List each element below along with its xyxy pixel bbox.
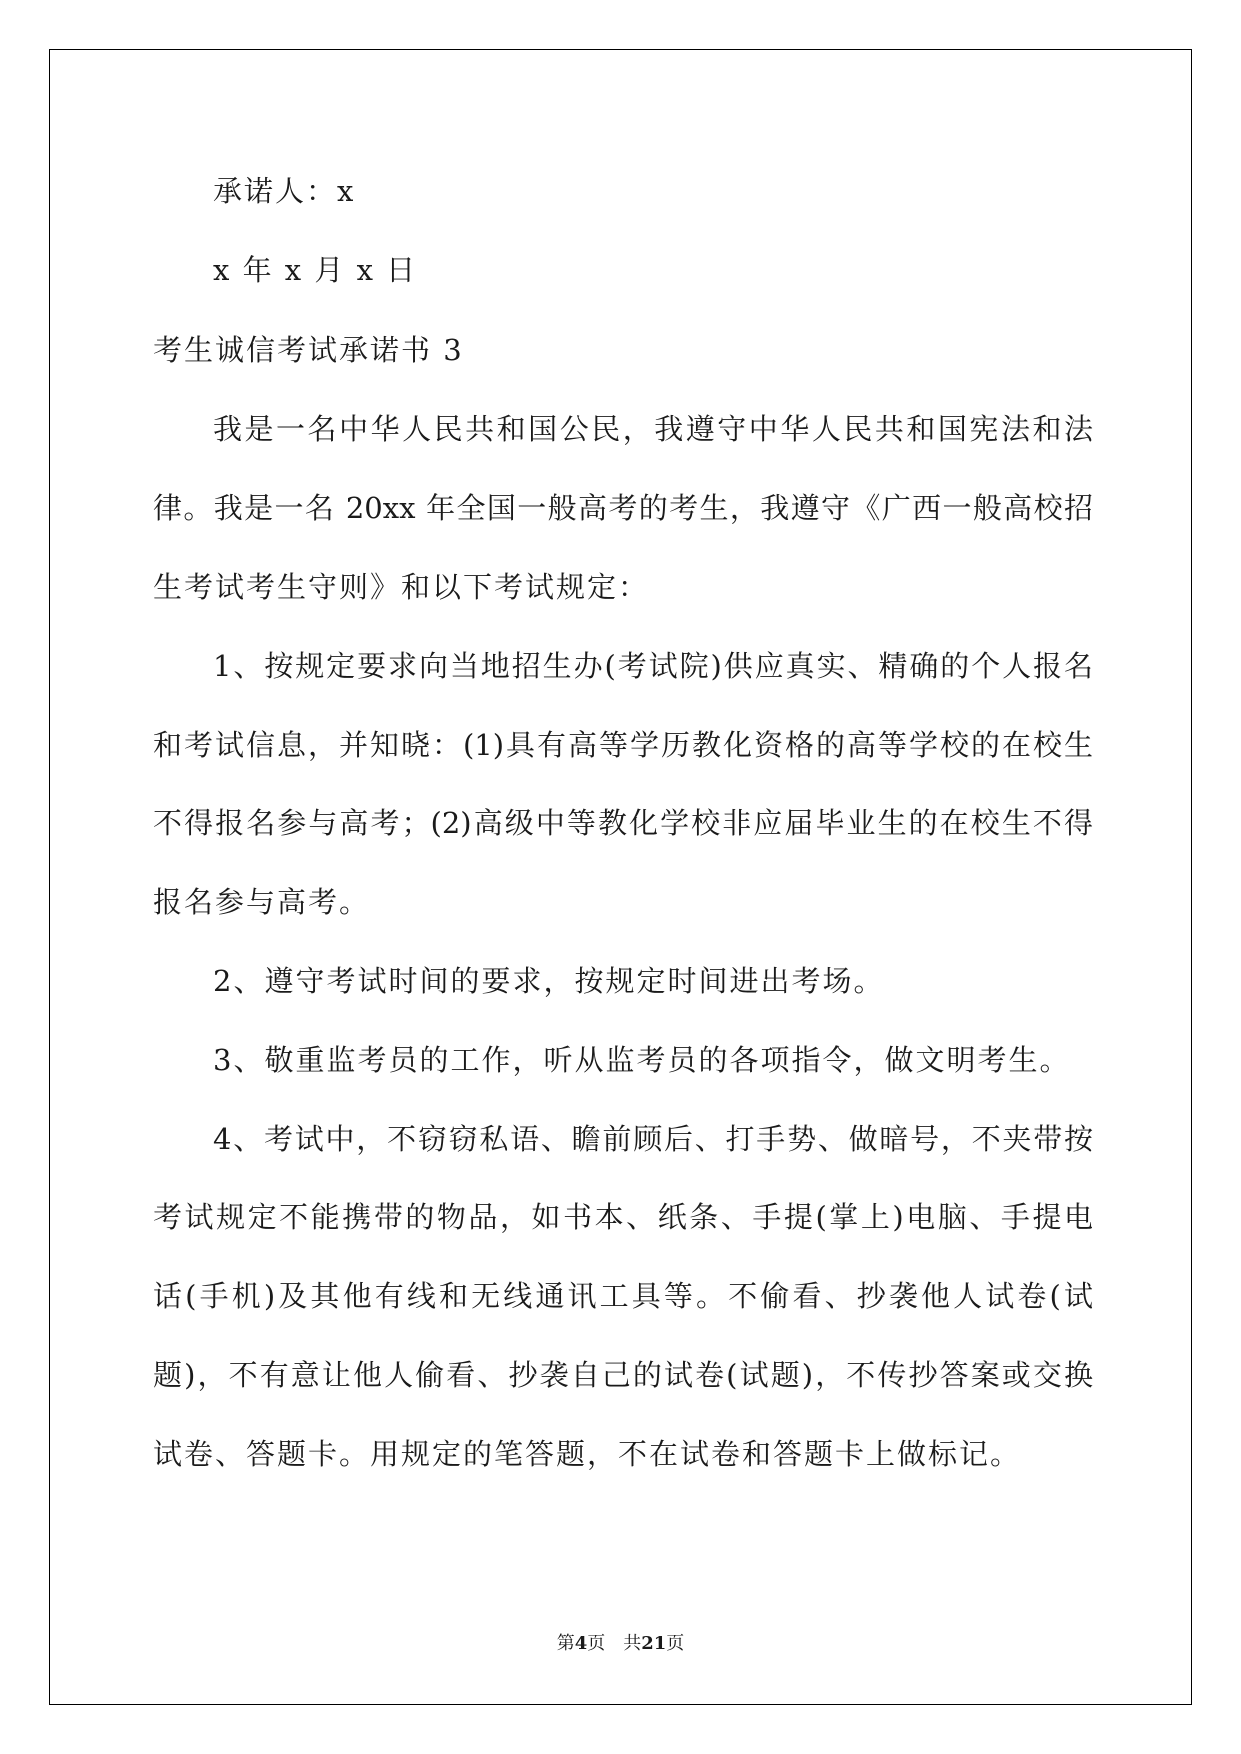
paragraph-line: 题)，不有意让他人偷看、抄袭自己的试卷(试题)，不传抄答案或交换 bbox=[153, 1358, 1093, 1392]
paragraph-line: 不得报名参与高考；(2)高级中等教化学校非应届毕业生的在校生不得 bbox=[153, 806, 1093, 840]
section-title: 考生诚信考试承诺书 3 bbox=[153, 333, 464, 367]
paragraph-line: 试卷、答题卡。用规定的笔答题，不在试卷和答题卡上做标记。 bbox=[153, 1437, 1022, 1471]
paragraph-line: 我是一名中华人民共和国公民，我遵守中华人民共和国宪法和法 bbox=[213, 412, 1093, 446]
paragraph-line: 报名参与高考。 bbox=[153, 885, 371, 919]
date-line: x 年 x 月 x 日 bbox=[213, 253, 418, 287]
paragraph-line: 1、按规定要求向当地招生办(考试院)供应真实、精确的个人报名 bbox=[213, 649, 1093, 683]
promisor-line: 承诺人：x bbox=[213, 174, 356, 208]
total-page-number: 21 bbox=[641, 1633, 667, 1654]
current-page-number: 4 bbox=[574, 1633, 588, 1654]
paragraph-line: 3、敬重监考员的工作，听从监考员的各项指令，做文明考生。 bbox=[213, 1043, 1071, 1077]
paragraph-line: 话(手机)及其他有线和无线通讯工具等。不偷看、抄袭他人试卷(试 bbox=[153, 1279, 1093, 1313]
page-footer bbox=[0, 1632, 1241, 1656]
paragraph-line: 4、考试中，不窃窃私语、瞻前顾后、打手势、做暗号，不夹带按 bbox=[213, 1122, 1093, 1156]
paragraph-line: 考试规定不能携带的物品，如书本、纸条、手提(掌上)电脑、手提电 bbox=[153, 1200, 1093, 1234]
footer-prefix: 第 bbox=[556, 1633, 575, 1654]
footer-mid: 页 共 bbox=[587, 1633, 642, 1654]
paragraph-line: 律。我是一名 20xx 年全国一般高考的考生，我遵守《广西一般高校招 bbox=[153, 491, 1093, 525]
footer-suffix: 页 bbox=[666, 1633, 685, 1654]
paragraph-line: 生考试考生守则》和以下考试规定： bbox=[153, 570, 650, 604]
paragraph-line: 2、遵守考试时间的要求，按规定时间进出考场。 bbox=[213, 964, 885, 998]
paragraph-line: 和考试信息，并知晓：(1)具有高等学历教化资格的高等学校的在校生 bbox=[153, 728, 1093, 762]
